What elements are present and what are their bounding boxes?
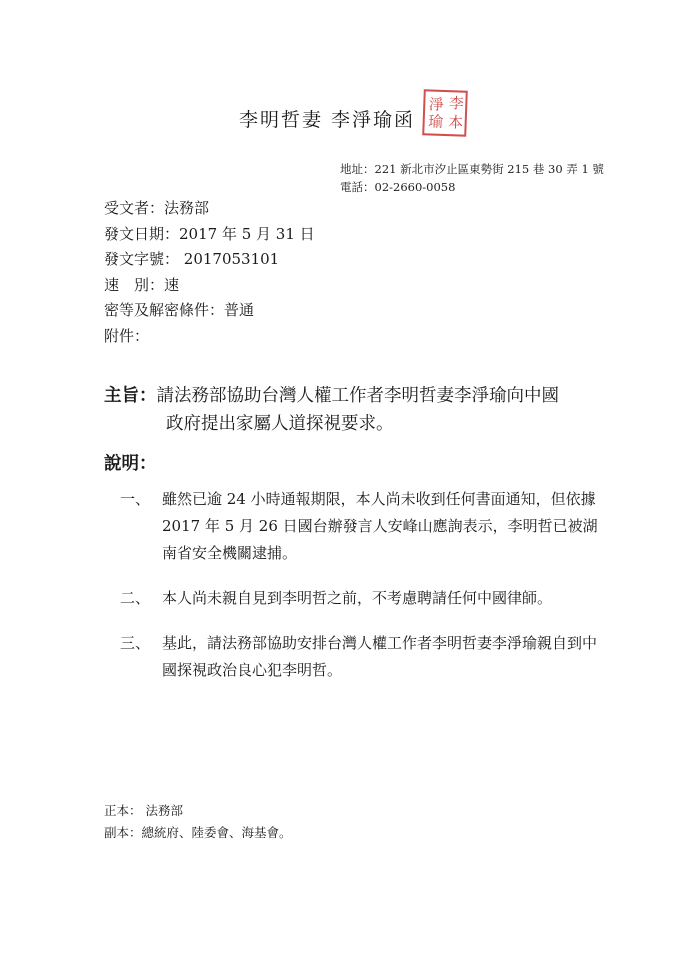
explanation-items	[104, 486, 604, 702]
letter-title: 李明哲妻 李淨瑜函	[238, 109, 416, 131]
copy-recipients: 副本：總統府、陸委會、海基會。	[104, 825, 292, 840]
field-classification: 密等及解密條件：普通	[104, 301, 255, 319]
item-number: 一、	[120, 490, 151, 508]
item-text: 雖然已逾 24 小時通報期限，本人尚未收到任何書面通知，但依據 2017 年 5 月 26 日國台辦發言人安峰山應詢表示，李明哲已被湖南省安全機關逮捕。	[162, 490, 598, 562]
subject-label: 主旨：	[104, 386, 157, 406]
field-speed: 速 別：速	[104, 275, 180, 294]
explanation-item	[104, 630, 604, 684]
item-number: 三、	[120, 634, 151, 652]
field-document-number: 發文字號： 2017053101	[104, 250, 280, 268]
subject-line-2: 政府提出家屬人道探視要求。	[166, 414, 394, 434]
seal-stamp: 李 淨 瑜 本	[422, 89, 468, 137]
subject-section	[104, 382, 604, 438]
document-fields	[104, 196, 315, 349]
item-number: 二、	[120, 589, 151, 607]
field-recipient: 受文者：法務部	[104, 199, 210, 217]
explanation-item	[104, 585, 604, 612]
sender-phone: 電話：02-2660-0058	[340, 180, 456, 194]
item-text: 基此，請法務部協助安排台灣人權工作者李明哲妻李淨瑜親自到中國探視政治良心犯李明哲。	[162, 634, 598, 679]
original-recipient: 正本： 法務部	[104, 803, 183, 818]
distribution-list	[104, 800, 292, 844]
subject-line-1: 請法務部協助台灣人權工作者李明哲妻李淨瑜向中國	[156, 386, 559, 406]
explanation-label: 說明：	[104, 454, 157, 474]
explanation-item	[104, 486, 604, 567]
item-text: 本人尚未親自見到李明哲之前，不考慮聘請任何中國律師。	[162, 589, 553, 607]
field-date: 發文日期：2017 年 5 月 31 日	[104, 224, 315, 243]
sender-contact	[340, 160, 604, 196]
letter-header	[0, 105, 678, 132]
sender-address: 地址：221 新北市汐止區東勢街 215 巷 30 弄 1 號	[340, 162, 604, 176]
field-attachment: 附件：	[104, 326, 150, 345]
